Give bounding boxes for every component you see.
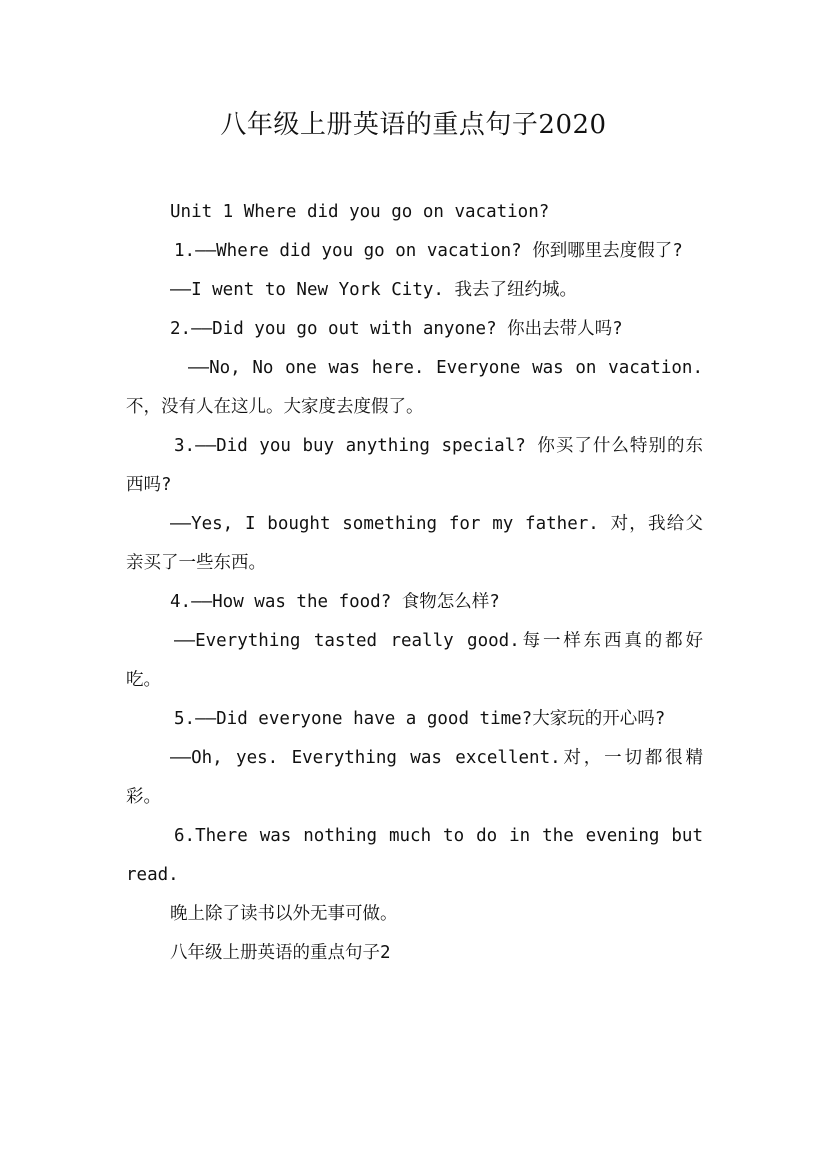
document-title: 八年级上册英语的重点句子2020 xyxy=(220,110,607,140)
sentence-3-question: 3.——Did you buy anything special? 你买了什么特别的东西吗? xyxy=(126,436,703,495)
sentence-6: 6.There was nothing much to do in the evening but read. xyxy=(126,826,703,885)
sentence-2-question: 2.——Did you go out with anyone? 你出去带人吗? xyxy=(170,319,623,339)
unit-heading: Unit 1 Where did you go on vacation? xyxy=(170,202,550,222)
sentence-6-translation: 晚上除了读书以外无事可做。 xyxy=(170,904,398,924)
sentence-5-answer: ——Oh, yes. Everything was excellent.对，一切都很精彩。 xyxy=(126,748,703,807)
sentence-2-answer: ——No, No one was here. Everyone was on vacation. 不，没有人在这儿。大家度去度假了。 xyxy=(126,358,703,417)
sentence-5-question: 5.——Did everyone have a good time?大家玩的开心吗? xyxy=(174,709,666,729)
sentence-4-question: 4.——How was the food? 食物怎么样? xyxy=(170,592,500,612)
document-body xyxy=(126,193,703,973)
sentence-3-answer: ——Yes, I bought something for my father. 对，我给父亲买了一些东西。 xyxy=(126,514,703,573)
sentence-4-answer: ——Everything tasted really good.每一样东西真的都好吃。 xyxy=(126,631,703,690)
sentence-1-answer: ——I went to New York City. 我去了纽约城。 xyxy=(170,280,577,300)
next-section-heading: 八年级上册英语的重点句子2 xyxy=(170,943,391,963)
sentence-1-question: 1.——Where did you go on vacation? 你到哪里去度假了? xyxy=(174,241,683,261)
